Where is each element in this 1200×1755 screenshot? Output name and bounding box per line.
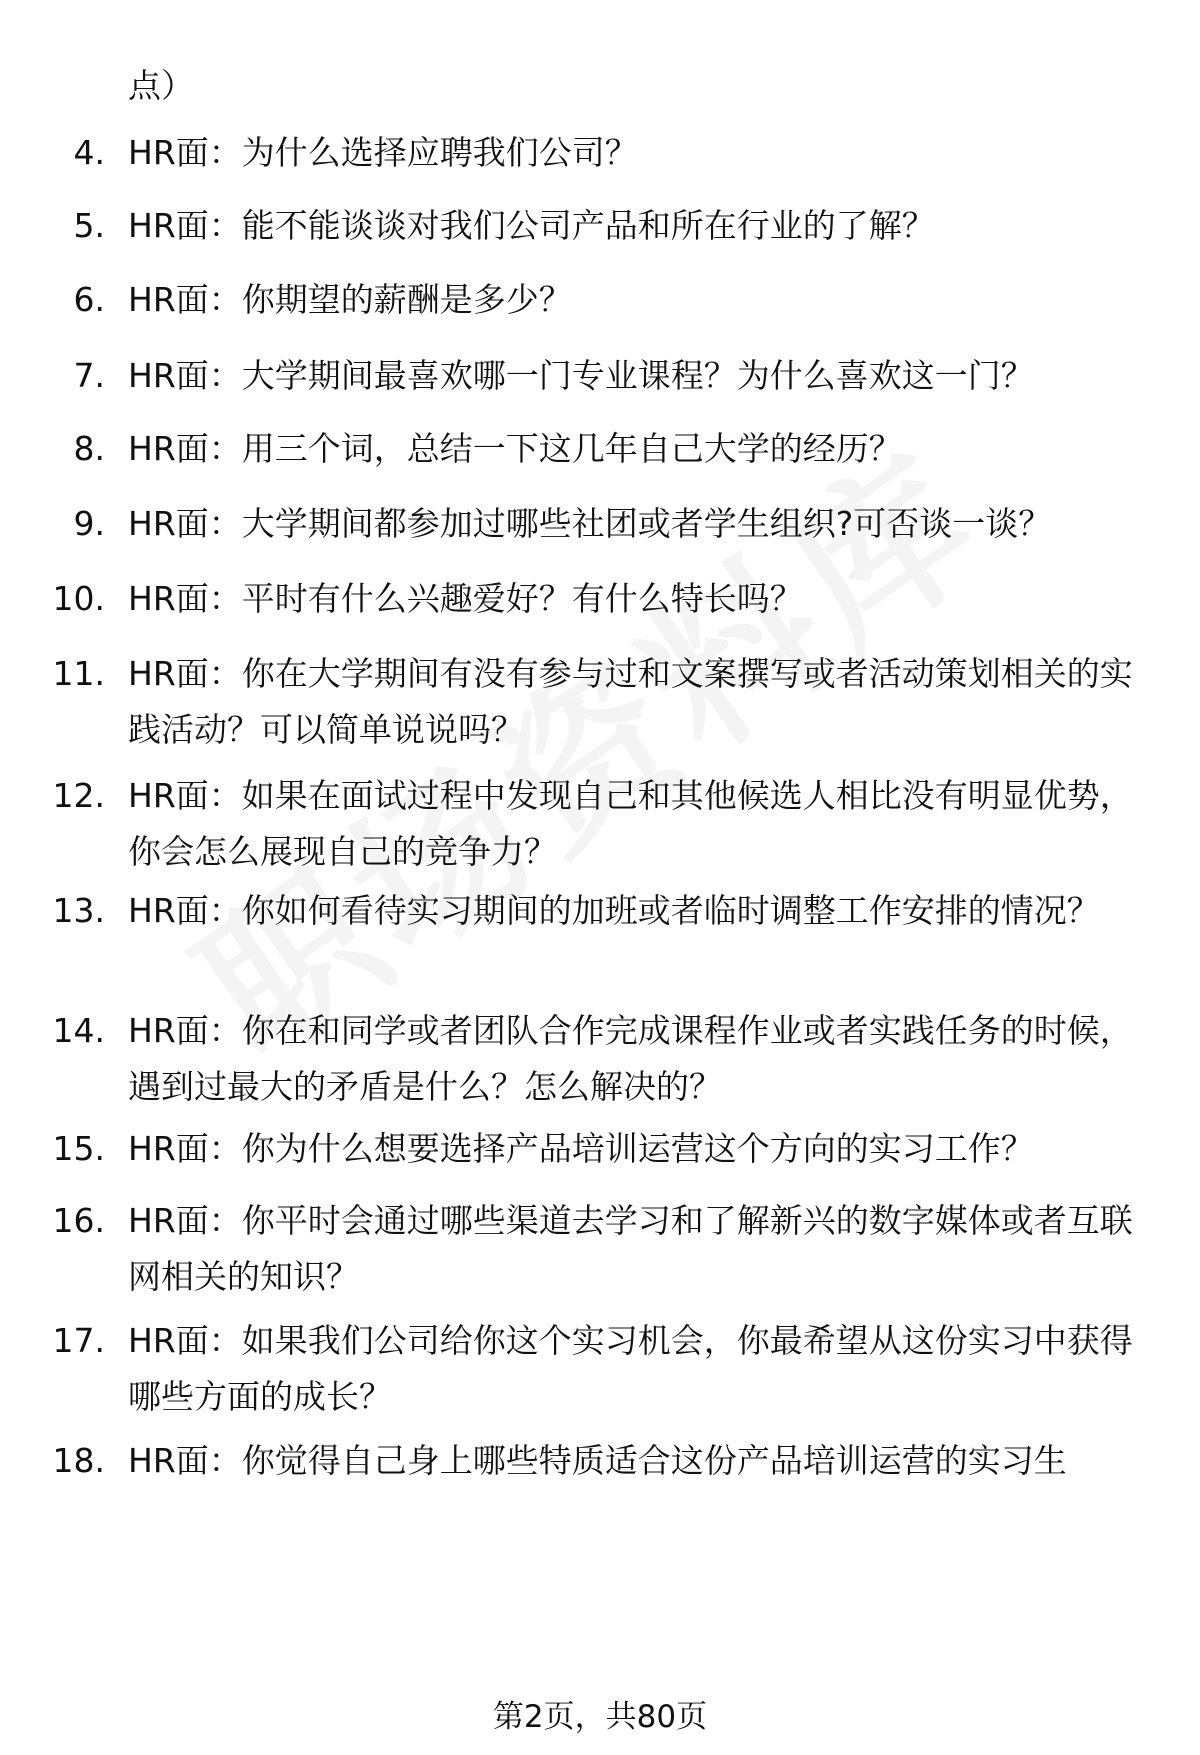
- item-number: 4.: [73, 133, 105, 172]
- item-number: 13.: [52, 891, 105, 930]
- item-text: HR面：为什么选择应聘我们公司？: [128, 133, 638, 172]
- item-text: HR面：大学期间都参加过哪些社团或者学生组织?可否谈一谈？: [128, 504, 1052, 543]
- item-text: HR面：你期望的薪酬是多少？: [128, 280, 572, 319]
- item-text: HR面：用三个词，总结一下这几年自己大学的经历？: [128, 429, 902, 468]
- item-text: HR面：你觉得自己身上哪些特质适合这份产品培训运营的实习生: [128, 1441, 1067, 1480]
- item-text: HR面：你如何看待实习期间的加班或者临时调整工作安排的情况？: [128, 891, 1100, 930]
- item-text: HR面：你平时会通过哪些渠道去学习和了解新兴的数字媒体或者互联网相关的知识？: [128, 1201, 1133, 1296]
- item-number: 5.: [73, 206, 105, 245]
- item-number: 6.: [73, 280, 105, 319]
- item-text: HR面：平时有什么兴趣爱好？有什么特长吗？: [128, 579, 803, 618]
- item-number: 7.: [73, 356, 105, 395]
- item-text: HR面：你在和同学或者团队合作完成课程作业或者实践任务的时候，遇到过最大的矛盾是什么？怎么解决的？: [128, 1011, 1133, 1106]
- page-footer: 第2页，共80页: [492, 1699, 708, 1735]
- item-number: 15.: [52, 1129, 105, 1168]
- item-text: HR面：如果在面试过程中发现自己和其他候选人相比没有明显优势，你会怎么展现自己的竞争力？: [128, 776, 1133, 871]
- item-number: 16.: [52, 1201, 105, 1240]
- item-number: 10.: [52, 579, 105, 618]
- item-number: 8.: [73, 429, 105, 468]
- continuation-text: 点）: [128, 66, 194, 105]
- item-number: 18.: [52, 1441, 105, 1480]
- item-text: HR面：能不能谈谈对我们公司产品和所在行业的了解？: [128, 206, 935, 245]
- item-text: HR面：如果我们公司给你这个实习机会，你最希望从这份实习中获得哪些方面的成长？: [128, 1321, 1133, 1416]
- item-text: HR面：大学期间最喜欢哪一门专业课程？为什么喜欢这一门？: [128, 356, 1034, 395]
- item-text: HR面：你在大学期间有没有参与过和文案撰写或者活动策划相关的实践活动？可以简单说说吗？: [128, 654, 1133, 749]
- item-number: 14.: [52, 1011, 105, 1050]
- item-number: 12.: [52, 776, 105, 815]
- item-number: 17.: [52, 1321, 105, 1360]
- item-number: 9.: [73, 504, 105, 543]
- item-number: 11.: [52, 654, 105, 693]
- item-text: HR面：你为什么想要选择产品培训运营这个方向的实习工作？: [128, 1129, 1034, 1168]
